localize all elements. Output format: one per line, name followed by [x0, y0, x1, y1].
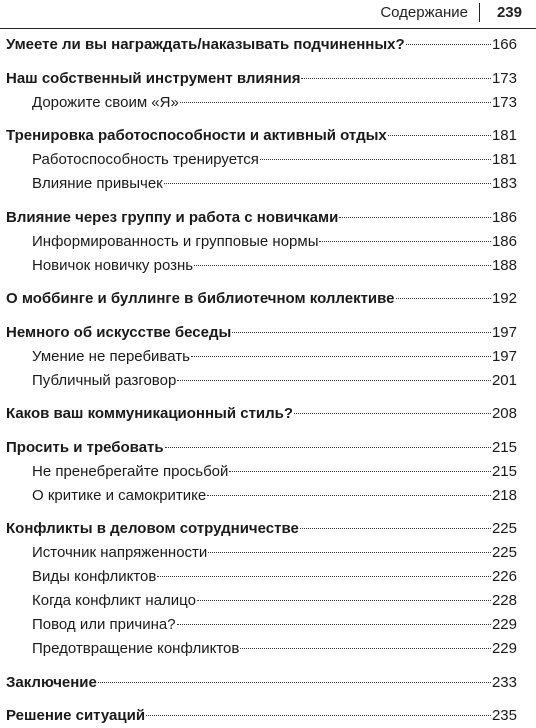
toc-entry-page: 173 [491, 69, 517, 87]
toc-entry-title: Заключение [6, 673, 97, 691]
dot-leader [319, 241, 490, 242]
toc-entry-page: 215 [491, 462, 517, 480]
toc-chapter-entry [6, 436, 517, 460]
toc-entry-title: О критике и самокритике [32, 486, 207, 504]
dot-leader [180, 102, 491, 103]
dot-leader [232, 332, 491, 333]
toc-entry-page: 201 [491, 371, 517, 389]
toc-entry-title: Каков ваш коммуникационный стиль? [6, 405, 294, 422]
dot-leader [406, 44, 491, 45]
toc-entry-page: 173 [491, 93, 517, 111]
toc-chapter-entry [6, 206, 517, 230]
toc-entry-page: 166 [491, 36, 517, 53]
toc-entry-page: 225 [491, 544, 517, 561]
toc-entry-title: Умеете ли вы награждать/наказывать подчиненных? [6, 36, 405, 53]
toc-chapter-entry [6, 287, 517, 311]
toc-chapter-entry [6, 33, 517, 57]
toc-chapter-entry [6, 67, 517, 91]
dot-leader [164, 183, 491, 184]
toc-entry-title: Умение не перебивать [32, 347, 190, 365]
toc-section-entry [6, 460, 517, 484]
toc-entry-title: Публичный разговор [32, 371, 177, 389]
toc-section-entry [6, 369, 517, 393]
dot-leader [388, 135, 491, 136]
dot-leader [207, 495, 491, 496]
header-separator [479, 3, 481, 22]
toc-section-entry [6, 148, 517, 172]
toc-section-entry [6, 91, 517, 115]
running-header [0, 0, 536, 30]
running-header-section: Содержание [380, 4, 468, 21]
toc-entry-title: Влияние привычек [32, 175, 163, 192]
toc-entry-title: Источник напряженности [32, 544, 208, 561]
toc-entry-page: 235 [491, 707, 517, 724]
toc-chapter-entry [6, 321, 517, 345]
toc-entry-title: Решение ситуаций [6, 707, 146, 724]
toc-entry-title: Предотвращение конфликтов [32, 640, 240, 657]
toc-entry-page: 186 [491, 232, 517, 250]
toc-entry-page: 225 [491, 520, 517, 537]
page-number: 239 [496, 4, 522, 21]
toc-entry-title: Информированность и групповые нормы [32, 232, 319, 250]
toc-entry-page: 208 [491, 405, 517, 422]
toc-entry-title: Дорожите своим «Я» [32, 93, 179, 111]
dot-leader [260, 159, 491, 160]
toc-chapter-entry [6, 402, 517, 426]
toc-entry-title: Повод или причина? [32, 616, 176, 633]
toc-section-entry [6, 637, 517, 661]
dot-leader [294, 413, 491, 414]
dot-leader [300, 528, 491, 529]
toc-entry-title: Новичок новичку рознь [32, 256, 194, 274]
toc-section-entry [6, 230, 517, 254]
toc-entry-page: 197 [491, 323, 517, 341]
toc-entry-page: 183 [491, 175, 517, 192]
toc-entry-title: О моббинге и буллинге в библиотечном коллективе [6, 290, 395, 307]
toc-entry-page: 233 [491, 673, 517, 691]
toc-section-entry [6, 613, 517, 637]
dot-leader [208, 552, 491, 553]
dot-leader [191, 356, 491, 357]
toc-chapter-entry [6, 517, 517, 541]
toc-entry-title: Наш собственный инструмент влияния [6, 69, 301, 87]
toc-entry-title: Конфликты в деловом сотрудничестве [6, 520, 299, 537]
toc-entry-page: 215 [491, 438, 517, 456]
toc-entry-page: 226 [491, 568, 517, 585]
toc-chapter-entry [6, 671, 517, 695]
toc-entry-page: 188 [491, 256, 517, 274]
dot-leader [197, 600, 491, 601]
toc-entry-page: 181 [491, 127, 517, 144]
toc-chapter-entry [6, 124, 517, 148]
toc-entry-page: 228 [491, 592, 517, 609]
toc-section-entry [6, 589, 517, 613]
toc-entry-title: Виды конфликтов [32, 568, 157, 585]
toc-section-entry [6, 172, 517, 196]
dot-leader [165, 447, 491, 448]
table-of-contents [6, 33, 517, 728]
toc-entry-title: Когда конфликт налицо [32, 592, 196, 609]
toc-entry-title: Не пренебрегайте просьбой [32, 462, 229, 480]
dot-leader [98, 682, 491, 683]
dot-leader [240, 648, 491, 649]
toc-section-entry [6, 345, 517, 369]
toc-entry-page: 186 [491, 208, 517, 226]
dot-leader [396, 298, 491, 299]
dot-leader [229, 471, 491, 472]
toc-section-entry [6, 565, 517, 589]
toc-entry-page: 218 [491, 486, 517, 504]
toc-entry-title: Влияние через группу и работа с новичками [6, 208, 339, 226]
toc-entry-page: 197 [491, 347, 517, 365]
toc-section-entry [6, 484, 517, 508]
dot-leader [177, 624, 491, 625]
dot-leader [177, 380, 491, 381]
dot-leader [301, 78, 491, 79]
toc-section-entry [6, 254, 517, 278]
dot-leader [339, 217, 491, 218]
dot-leader [157, 576, 491, 577]
toc-entry-page: 229 [491, 640, 517, 657]
toc-entry-page: 192 [491, 290, 517, 307]
toc-entry-page: 181 [491, 151, 517, 168]
toc-entry-title: Немного об искусстве беседы [6, 323, 232, 341]
toc-entry-page: 229 [491, 616, 517, 633]
toc-chapter-entry [6, 704, 517, 728]
dot-leader [194, 265, 491, 266]
toc-entry-title: Просить и требовать [6, 438, 164, 456]
toc-section-entry [6, 541, 517, 565]
header-rule [0, 28, 536, 29]
toc-entry-title: Работоспособность тренируется [32, 151, 259, 168]
toc-entry-title: Тренировка работоспособности и активный отдых [6, 127, 387, 144]
